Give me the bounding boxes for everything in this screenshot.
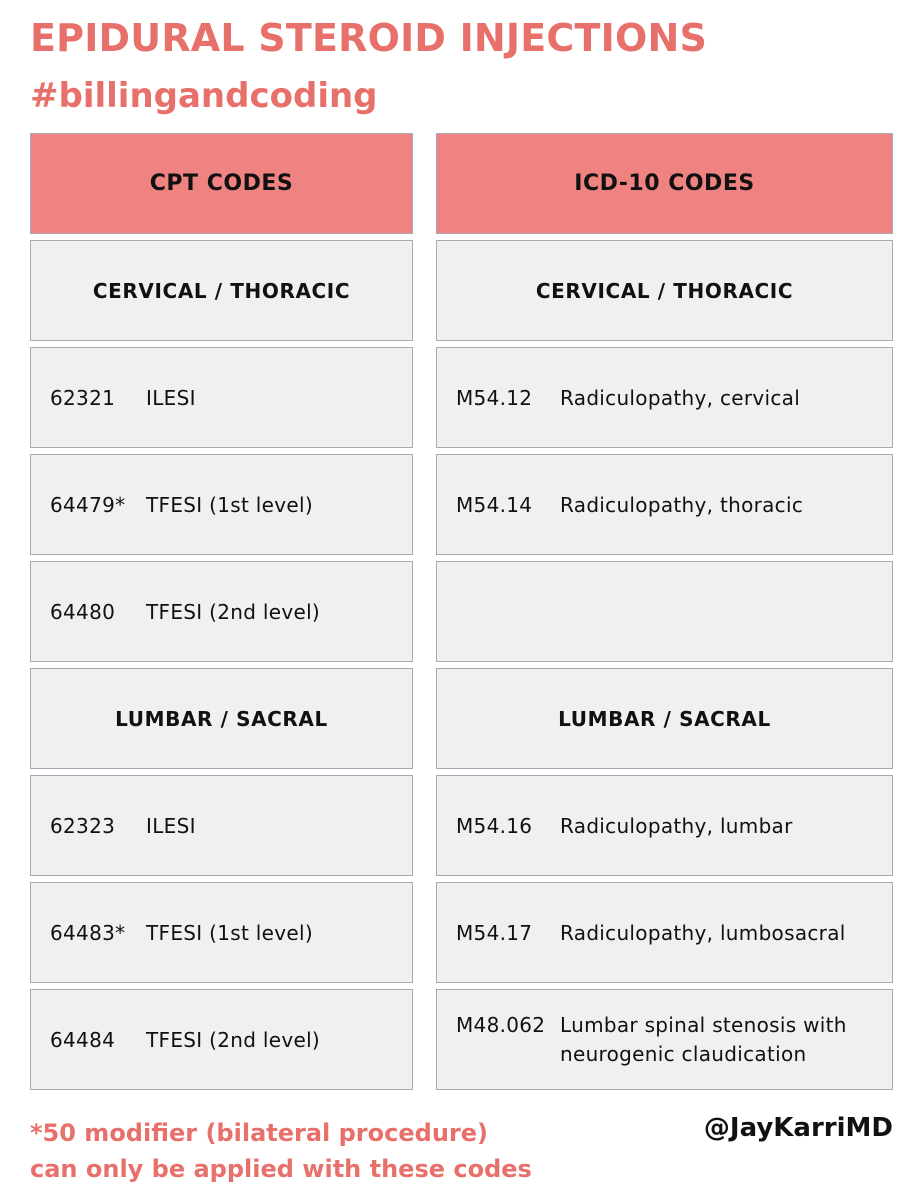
icd-row (436, 347, 893, 448)
footnote-line-1: *50 modifier (bilateral procedure) (30, 1119, 488, 1147)
cpt-description: TFESI (2nd level) (146, 1027, 321, 1052)
cpt-code: 64484 (50, 1027, 116, 1052)
icd-code: M48.062 (456, 1012, 546, 1037)
author-handle: @JayKarriMD (703, 1113, 893, 1143)
cpt-description: TFESI (1st level) (146, 492, 313, 517)
cpt-row (30, 775, 413, 876)
icd-description: Radiculopathy, thoracic (560, 492, 804, 517)
cpt-row (30, 347, 413, 448)
cpt-code: 62323 (50, 813, 116, 838)
icd-multiline-entry (456, 1011, 847, 1069)
icd-section-cervical-thoracic: CERVICAL / THORACIC (436, 240, 893, 341)
icd-code: M54.14 (456, 492, 533, 517)
cpt-section-cervical-thoracic: CERVICAL / THORACIC (30, 240, 413, 341)
cpt-code: 64483* (50, 920, 126, 945)
cpt-header: CPT CODES (30, 133, 413, 234)
cpt-row (30, 454, 413, 555)
footnote-line-2: can only be applied with these codes (30, 1155, 532, 1183)
cpt-row (30, 882, 413, 983)
icd-description-continued: neurogenic claudication (560, 1041, 807, 1066)
icd-column (436, 133, 893, 1096)
icd-row (436, 775, 893, 876)
icd-code: M54.17 (456, 920, 533, 945)
hashtag: #billingandcoding (30, 76, 378, 116)
cpt-description: ILESI (146, 813, 196, 838)
cpt-description: TFESI (1st level) (146, 920, 313, 945)
footnote (30, 1115, 532, 1187)
icd-row (436, 454, 893, 555)
cpt-description: TFESI (2nd level) (146, 599, 321, 624)
page-title: EPIDURAL STEROID INJECTIONS (30, 16, 708, 60)
cpt-row (30, 989, 413, 1090)
icd-row (436, 882, 893, 983)
icd-code: M54.16 (456, 813, 533, 838)
cpt-description: ILESI (146, 385, 196, 410)
icd-description: Lumbar spinal stenosis with (560, 1012, 847, 1037)
icd-section-lumbar-sacral: LUMBAR / SACRAL (436, 668, 893, 769)
icd-header: ICD-10 CODES (436, 133, 893, 234)
icd-row (436, 989, 893, 1090)
cpt-code: 64480 (50, 599, 116, 624)
icd-description: Radiculopathy, cervical (560, 385, 801, 410)
cpt-code: 64479* (50, 492, 126, 517)
cpt-column (30, 133, 413, 1096)
icd-description: Radiculopathy, lumbosacral (560, 920, 846, 945)
cpt-row (30, 561, 413, 662)
cpt-code: 62321 (50, 385, 116, 410)
icd-row-empty (436, 561, 893, 662)
icd-description: Radiculopathy, lumbar (560, 813, 793, 838)
icd-code: M54.12 (456, 385, 533, 410)
cpt-section-lumbar-sacral: LUMBAR / SACRAL (30, 668, 413, 769)
